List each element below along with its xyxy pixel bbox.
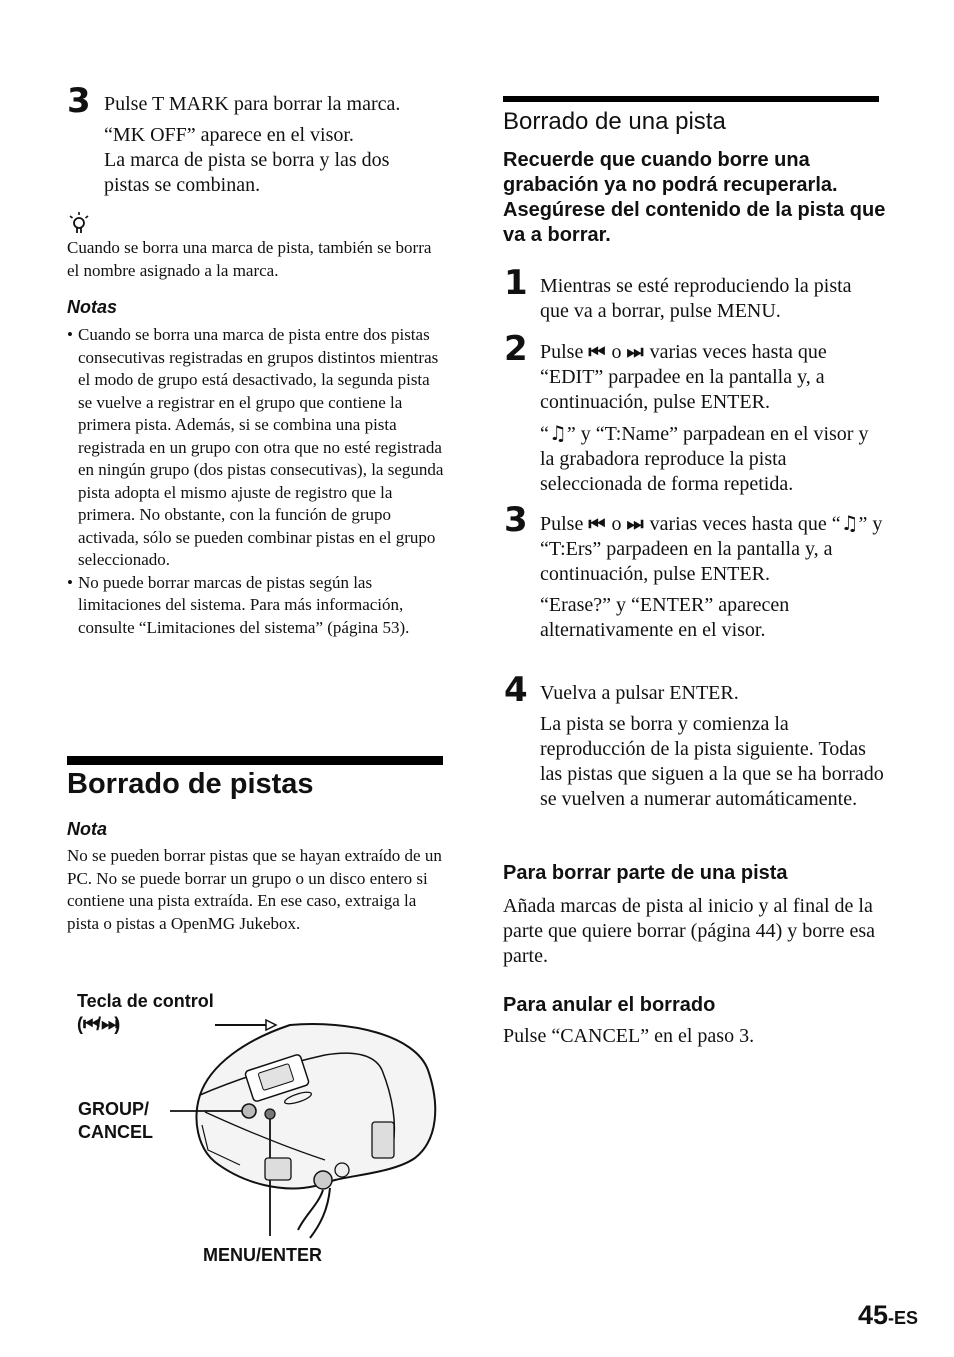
step-3-result-right: “Erase?” y “ENTER” aparecen alternativamente en el visor. [540, 594, 790, 641]
title-rule [503, 96, 879, 102]
step-2-rest: varias veces hasta que “EDIT” parpadee en la pantalla y, a continuación, pulse ENTER. [540, 341, 827, 413]
step-3-rest: varias veces hasta que “ [649, 513, 841, 535]
sub-heading-cancel-erase: Para anular el borrado [503, 994, 716, 1016]
step-4-instruction: Vuelva a pulsar ENTER. [540, 682, 739, 704]
step-2-result [540, 421, 885, 497]
previous-track-icon: ⏮ [588, 513, 602, 535]
step-3-instruction-right [540, 511, 885, 587]
next-track-icon: ⏭ [626, 341, 640, 363]
step-2-result-text: ” y “T:Name” parpadean en el visor y la grabadora reproduce la pista seleccionada de forma repetida. [540, 423, 869, 495]
paren-open: ( [77, 1014, 83, 1034]
step-2-or: o [611, 341, 622, 363]
control-key-label-text: Tecla de control [77, 991, 214, 1011]
cancel-erase-text: Pulse “CANCEL” en el paso 3. [503, 1025, 755, 1047]
page-number-value: 45 [858, 1300, 889, 1330]
step-3-or: o [611, 513, 622, 535]
step-3-instruction: Pulse T MARK para borrar la marca. [104, 93, 401, 115]
step-3-rest-2: ” y “T:Ers” parpadeen en la pantalla y, a continuación, pulse ENTER. [540, 513, 883, 585]
right-section-title: Borrado de una pista [503, 108, 726, 135]
section-rule [67, 756, 443, 765]
step-1-number: 1 [504, 263, 528, 303]
paren-close: ) [114, 1014, 121, 1034]
next-track-icon: ⏭ [626, 513, 640, 535]
step-4-number: 4 [504, 670, 528, 710]
previous-track-icon: ⏮ [588, 341, 602, 363]
step-1-text: Mientras se esté reproduciendo la pista que va a borrar, pulse MENU. [540, 275, 852, 322]
notes-list [67, 324, 447, 639]
step-3-result: “MK OFF” aparece en el visor. [104, 124, 354, 146]
music-note-icon: ♫ [840, 511, 859, 535]
next-track-icon: ⏭ [101, 1013, 115, 1035]
page-language-suffix: -ES [888, 1308, 919, 1328]
quote-open: “ [540, 423, 549, 445]
step-2-pulse: Pulse [540, 341, 584, 363]
notes-heading: Notas [67, 297, 118, 317]
step-3-number: 3 [504, 500, 528, 540]
step-3-right-text [540, 511, 885, 643]
notes-bullet-2: • No puede borrar marcas de pistas según las limitaciones del sistema. Para más información, consulte “Limitaciones del sistema” (página 53). [67, 572, 447, 640]
step-3-pulse: Pulse [540, 513, 584, 535]
page-number [858, 1300, 918, 1331]
step-3-result-line-2: pistas se combinan. [104, 174, 261, 196]
step-3-result-line: La marca de pista se borra y las dos [104, 149, 390, 171]
music-note-icon: ♫ [548, 421, 567, 445]
step-number: 3 [67, 81, 91, 121]
lightbulb-icon [67, 211, 91, 237]
step-2-number: 2 [504, 329, 528, 369]
sub-heading-partial-erase: Para borrar parte de una pista [503, 862, 788, 884]
previous-track-icon: ⏮ [83, 1013, 97, 1035]
slash: / [96, 1014, 102, 1034]
group-cancel-line-1: GROUP/ [78, 1099, 150, 1119]
step-2-text [540, 340, 885, 497]
notes-bullet: • Cuando se borra una marca de pista entre dos pistas consecutivas registradas en grupos distintos mientras el modo de grupo está desactivado, la segunda pista se vuelve a registrar en el grupo que contiene la primera pista. Además, si se combina una pista registrada en un grupo con otra que no esté registrada en ningún grupo (dos pistas consecutivas), la segunda pista adopta el mismo ajuste de registro que la primera. No obstante, con la función de grupo activada, sólo se pueden combinar pistas en el grupo seleccionado. [67, 324, 447, 572]
step-4-result: La pista se borra y comienza la reproducción de la pista siguiente. Todas las pistas que siguen a la que se ha borrado se vuelven a numerar automáticamente. [540, 713, 884, 810]
menu-enter-label: MENU/ENTER [203, 1245, 323, 1265]
group-cancel-line-2: CANCEL [78, 1122, 153, 1142]
warning-text: Recuerde que cuando borre una grabación ya no podrá recuperarla. Asegúrese del contenido de la pista que va a borrar. [503, 149, 886, 246]
tip-text: Cuando se borra una marca de pista, también se borra el nombre asignado a la marca. [67, 238, 432, 280]
group-cancel-label [78, 1098, 153, 1144]
partial-erase-text: Añada marcas de pista al inicio y al final de la parte que quiere borrar (página 44) y borre esa parte. [503, 895, 876, 967]
note-text: No se pueden borrar pistas que se hayan extraído de un PC. No se puede borrar un grupo o un disco entero si contiene una pista extraída. En ese caso, extraiga la pista o pistas a OpenMG Jukebox. [67, 846, 442, 933]
section-title: Borrado de pistas [67, 768, 314, 800]
step-3-text [104, 92, 454, 198]
step-2-instruction [540, 340, 885, 415]
step-4-text [540, 681, 885, 812]
note-heading: Nota [67, 819, 107, 839]
recorder-illustration [160, 1010, 450, 1250]
